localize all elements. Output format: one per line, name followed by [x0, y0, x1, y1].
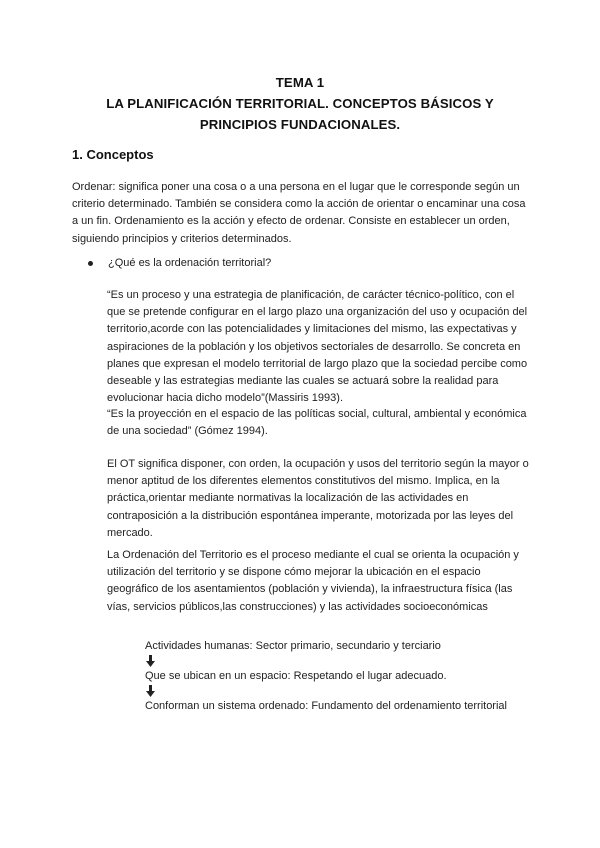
ordenacion-process-paragraph: La Ordenación del Territorio es el proceso mediante el cual se orienta la ocupación y utilización del territorio y se dispone cómo mejorar la ubicación en el espacio geográfico de los asentamientos (población y vivienda), la infraestructura física (las vías, servicios públicos,las construcciones) y las actividades socioeconómicas [107, 549, 519, 613]
flow-step-1: Actividades humanas: Sector primario, secundario y terciario [145, 640, 441, 652]
document-title [70, 72, 530, 135]
down-arrow-icon [145, 684, 507, 698]
intro-paragraph: Ordenar: significa poner una cosa o a una persona en el lugar que le corresponde según un criterio determinado. También se considera como la acción de orientar o encaminar una cosa a un fin. Ordenamiento es la acción y efecto de ordenar. Consiste en establecer un orden, siguiendo principios y criterios determinados. [72, 181, 526, 245]
flow-step-2: Que se ubican en un espacio: Respetando el lugar adecuado. [145, 670, 447, 682]
bullet-text: ¿Qué es la ordenación territorial? [108, 257, 272, 269]
flow-step-3: Conforman un sistema ordenado: Fundamento del ordenamiento territorial [145, 700, 507, 712]
section-heading: 1. Conceptos [72, 147, 154, 162]
ot-meaning-paragraph: El OT significa disponer, con orden, la ocupación y usos del territorio según la mayor o menor aptitud de los diferentes elementos constitutivos del mismo. Implica, en la práctica,orientar mediante normativas la localización de las actividades en contraposición a la distribución espontánea imperante, motorizada por las leyes del mercado. [107, 458, 529, 539]
bullet-item [88, 255, 271, 272]
title-line-1: TEMA 1 [275, 75, 325, 90]
title-line-3: PRINCIPIOS FUNDACIONALES. [199, 117, 401, 132]
flow-diagram [145, 638, 507, 714]
title-line-2: LA PLANIFICACIÓN TERRITORIAL. CONCEPTOS BÁSICOS Y [106, 96, 494, 111]
bullet-dot-icon [88, 261, 93, 266]
definition-paragraph-massiris: “Es un proceso y una estrategia de planificación, de carácter técnico-político, con el que se pretende configurar en el largo plazo una organización del uso y ocupación del territorio,acorde con las potencialidades y limitaciones del mismo, las expectativas y aspiraciones de la población y los objetivos sectoriales de desarrollo. Se concreta en planes que expresan el modelo territorial de largo plazo que la sociedad percibe como deseable y las estrategias mediante las cuales se actuará sobre la realidad para evolucionar hacia dicho modelo”(Massiris 1993). [107, 289, 528, 405]
definition-paragraph-gomez: “Es la proyección en el espacio de las políticas social, cultural, ambiental y económica de una sociedad” (Gómez 1994). [107, 408, 527, 438]
down-arrow-icon [145, 654, 507, 668]
